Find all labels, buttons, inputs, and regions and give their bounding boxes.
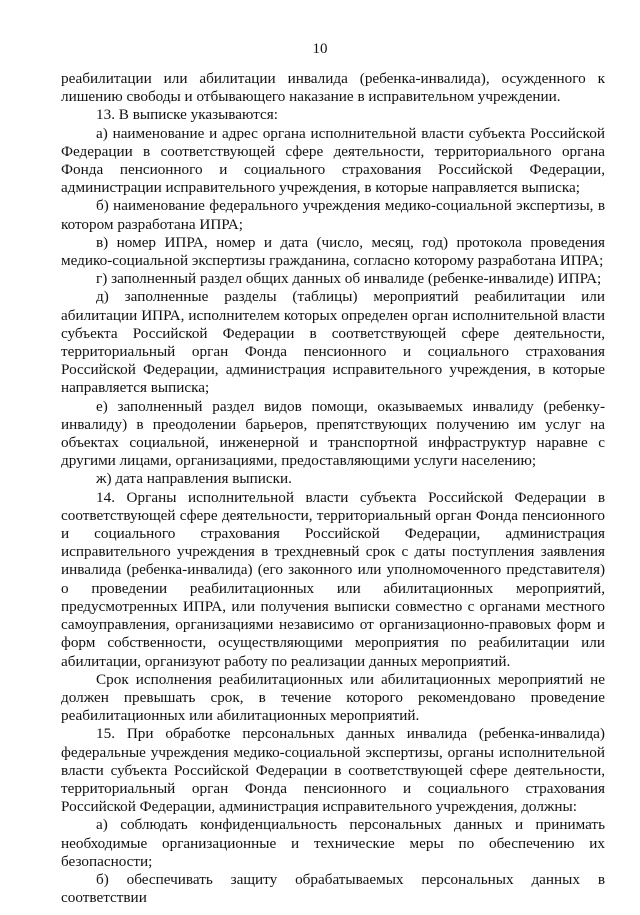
paragraph-clause-13-e: е) заполненный раздел видов помощи, оказываемых инвалиду (ребенку-инвалиду) в преодолении барьеров, препятствующих получению им услуг на объектах социальной, инженерной и транспортной инфраструктур наравне с другими лицами, организациями, предоставляющими услуги населению; [61,397,605,470]
paragraph-clause-13-g: г) заполненный раздел общих данных об инвалиде (ребенке-инвалиде) ИПРА; [96,270,602,288]
paragraph-clause-15-b: б) обеспечивать защиту обрабатываемых персональных данных в соответствии [61,870,605,907]
paragraph-clause-15: 15. При обработке персональных данных инвалида (ребенка-инвалида) федеральные учреждения медико-социальной экспертизы, органы исполнительной власти субъекта Российской Федерации в соответствующей сфере деятельности, территориальный орган Фонда пенсионного и социального страхования Российской Федерации, администрация исправительного учреждения, должны: [61,725,605,816]
paragraph-clause-14: 14. Органы исполнительной власти субъекта Российской Федерации в соответствующей сфере деятельности, территориальный орган Фонда пенсионного и социального страхования Российской Федерации, администрация исправительного учреждения в трехдневный срок с даты поступления заявления инвалида (ребенка-инвалида) (его законного или уполномоченного представителя) о проведении реабилитационных или абилитационных мероприятий, предусмотренных ИПРА, или получения выписки совместно с органами местного самоуправления, организациями независимо от организационно-правовых форм и форм собственности, осуществляющими мероприятия по реабилитации или абилитации, организуют работу по реализации данных мероприятий. [61,488,605,670]
paragraph-clause-13: 13. В выписке указываются: [96,106,278,124]
document-body [61,70,605,907]
paragraph-clause-13-d: д) заполненные разделы (таблицы) мероприятий реабилитации или абилитации ИПРА, исполнителем которых определен орган исполнительной власти субъекта Российской Федерации в соответствующей сфере деятельности, территориальный орган Фонда пенсионного и социального страхования Российской Федерации, администрация исправительного учреждения, в которые направляется выписка; [61,288,605,397]
page-number: 10 [312,41,328,57]
paragraph-clause-13-b: б) наименование федерального учреждения медико-социальной экспертизы, в котором разработана ИПРА; [61,197,605,233]
paragraph-clause-15-a: а) соблюдать конфиденциальность персональных данных и принимать необходимые организационные и технические меры по обеспечению их безопасности; [61,816,605,870]
paragraph-clause-13-v: в) номер ИПРА, номер и дата (число, месяц, год) протокола проведения медико-социальной экспертизы гражданина, согласно которому разработана ИПРА; [61,233,605,270]
paragraph-clause-14-deadline: Срок исполнения реабилитационных или абилитационных мероприятий не должен превышать срок, в течение которого рекомендовано проведение реабилитационных или абилитационных мероприятий. [61,670,605,725]
paragraph-clause-13-a: а) наименование и адрес органа исполнительной власти субъекта Российской Федерации в соответствующей сфере деятельности, территориального органа Фонда пенсионного и социального страхования Российской Федерации, администрации исправительного учреждения, в которые направляется выписка; [61,124,605,197]
paragraph-clause-13-zh: ж) дата направления выписки. [96,470,292,488]
paragraph-continuation-intro: реабилитации или абилитации инвалида (ребенка-инвалида), осужденного к лишению свободы и отбывающего наказание в исправительном учреждении. [61,70,605,106]
